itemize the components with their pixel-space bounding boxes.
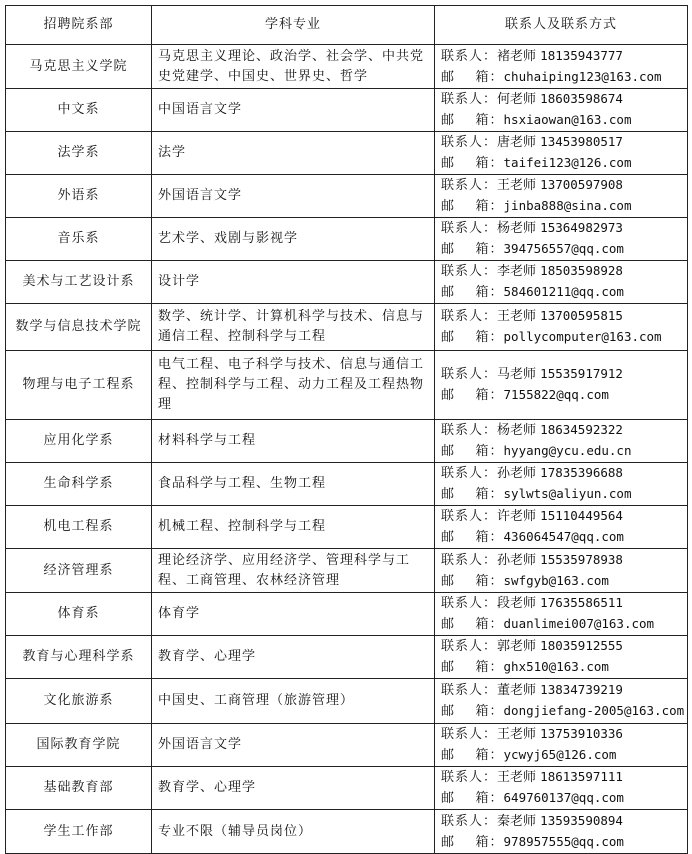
dept-cell: 文化旅游系 <box>6 679 152 724</box>
contact-person-label: 联系人： <box>441 683 498 698</box>
phone-number: 13453980517 <box>540 134 623 149</box>
major-cell: 教育学、心理学 <box>152 767 435 810</box>
table-row <box>6 679 688 724</box>
email-label: 邮 箱： <box>441 444 504 459</box>
contact-cell <box>435 636 688 679</box>
contact-cell <box>435 420 688 463</box>
contact-person-label: 联系人： <box>441 423 498 438</box>
major-cell: 外国语言文学 <box>152 175 435 218</box>
email-label: 邮 箱： <box>441 573 504 589</box>
dept-cell: 中文系 <box>6 89 152 132</box>
major-cell: 法学 <box>152 132 435 175</box>
contact-cell <box>435 506 688 549</box>
teacher-name: 董老师 <box>497 683 537 698</box>
dept-cell: 基础教育部 <box>6 767 152 810</box>
email-label: 邮 箱： <box>441 388 504 403</box>
contact-person-label: 联系人： <box>441 264 498 279</box>
table-row <box>6 724 688 767</box>
phone-number: 18613597111 <box>540 769 623 784</box>
contact-cell <box>435 767 688 810</box>
email-label: 邮 箱： <box>441 69 504 85</box>
contact-cell <box>435 810 688 854</box>
dept-cell: 国际教育学院 <box>6 724 152 767</box>
email-address[interactable]: chuhaiping123@163.com <box>503 68 662 84</box>
contact-person-label: 联系人： <box>441 770 498 785</box>
contact-person-label: 联系人： <box>441 221 498 236</box>
teacher-name: 杨老师 <box>497 423 537 438</box>
teacher-name: 段老师 <box>497 596 537 611</box>
teacher-name: 王老师 <box>497 727 537 742</box>
contact-person-line <box>441 636 681 657</box>
email-address[interactable]: 394756557@qq.com <box>503 241 624 256</box>
table-row <box>6 810 688 854</box>
major-cell: 数学、统计学、计算机科学与技术、信息与通信工程、控制科学与工程 <box>152 304 435 351</box>
teacher-name: 孙老师 <box>497 552 537 568</box>
header-contact: 联系人及联系方式 <box>435 6 688 45</box>
table-row <box>6 261 688 304</box>
contact-person-line <box>441 420 681 441</box>
email-address[interactable]: ycwyj65@126.com <box>503 747 617 762</box>
email-address[interactable]: jinba888@sina.com <box>503 198 632 213</box>
phone-number: 15364982973 <box>540 220 623 235</box>
phone-number: 18503598928 <box>540 263 623 278</box>
dept-cell: 音乐系 <box>6 218 152 261</box>
contact-email-line <box>441 67 681 88</box>
contact-cell <box>435 593 688 636</box>
contact-person-label: 联系人： <box>441 596 498 611</box>
phone-number: 18634592322 <box>540 422 623 437</box>
major-cell: 教育学、心理学 <box>152 636 435 679</box>
contact-email-line <box>441 196 681 217</box>
teacher-name: 秦老师 <box>497 813 537 829</box>
email-address[interactable]: 584601211@qq.com <box>503 284 624 299</box>
contact-cell <box>435 218 688 261</box>
teacher-name: 唐老师 <box>497 135 537 150</box>
email-address[interactable]: swfgyb@163.com <box>503 572 609 588</box>
phone-number: 13834739219 <box>540 682 623 697</box>
major-cell: 体育学 <box>152 593 435 636</box>
phone-number: 18135943777 <box>540 47 623 63</box>
contact-email-line <box>441 327 681 348</box>
phone-number: 17835396688 <box>540 465 623 480</box>
contact-person-line <box>441 364 681 385</box>
table-row <box>6 304 688 351</box>
header-row <box>6 6 688 45</box>
email-address[interactable]: taifei123@126.com <box>503 155 632 170</box>
contact-email-line <box>441 153 681 174</box>
header-dept: 招聘院系部 <box>6 6 152 45</box>
contact-person-line <box>441 767 681 788</box>
table-row <box>6 506 688 549</box>
teacher-name: 何老师 <box>497 92 537 107</box>
email-address[interactable]: duanlimei007@163.com <box>503 616 655 631</box>
phone-number: 18035912555 <box>540 638 623 653</box>
contact-email-line <box>441 788 681 809</box>
contact-person-line <box>441 261 681 282</box>
email-address[interactable]: hsxiaowan@163.com <box>503 112 632 127</box>
dept-cell: 数学与信息技术学院 <box>6 304 152 351</box>
contact-person-line <box>441 132 681 153</box>
teacher-name: 褚老师 <box>497 48 537 64</box>
contact-person-line <box>441 89 681 110</box>
email-address[interactable]: 649760137@qq.com <box>503 790 624 805</box>
table-row <box>6 89 688 132</box>
email-address[interactable]: pollycomputer@163.com <box>503 329 662 344</box>
teacher-name: 杨老师 <box>497 221 537 236</box>
table-row <box>6 549 688 593</box>
email-address[interactable]: hyyang@ycu.edu.cn <box>503 443 632 458</box>
contact-email-line <box>441 832 681 853</box>
contact-email-line <box>441 614 681 635</box>
contact-email-line <box>441 701 685 722</box>
email-label: 邮 箱： <box>441 704 504 719</box>
email-label: 邮 箱： <box>441 242 504 257</box>
email-label: 邮 箱： <box>441 530 504 545</box>
recruitment-table <box>5 5 688 854</box>
email-address[interactable]: 978957555@qq.com <box>503 833 624 849</box>
dept-cell: 教育与心理科学系 <box>6 636 152 679</box>
teacher-name: 李老师 <box>497 264 537 279</box>
major-cell: 机械工程、控制科学与工程 <box>152 506 435 549</box>
contact-person-line <box>441 724 681 745</box>
email-label: 邮 箱： <box>441 791 504 806</box>
contact-email-line <box>441 441 681 462</box>
contact-cell <box>435 175 688 218</box>
contact-cell <box>435 89 688 132</box>
email-label: 邮 箱： <box>441 834 504 850</box>
table-row <box>6 132 688 175</box>
contact-person-label: 联系人： <box>441 727 498 742</box>
contact-person-label: 联系人： <box>441 639 498 654</box>
phone-number: 15110449564 <box>540 508 623 523</box>
email-label: 邮 箱： <box>441 487 504 502</box>
dept-cell: 美术与工艺设计系 <box>6 261 152 304</box>
table-row <box>6 593 688 636</box>
contact-person-label: 联系人： <box>441 509 498 524</box>
dept-cell: 法学系 <box>6 132 152 175</box>
contact-email-line <box>441 527 681 548</box>
major-cell: 中国语言文学 <box>152 89 435 132</box>
phone-number: 13700597908 <box>540 177 623 192</box>
email-label: 邮 箱： <box>441 285 504 300</box>
dept-cell: 马克思主义学院 <box>6 45 152 89</box>
contact-person-label: 联系人： <box>441 135 498 150</box>
contact-cell <box>435 261 688 304</box>
contact-email-line <box>441 239 681 260</box>
major-cell: 设计学 <box>152 261 435 304</box>
teacher-name: 孙老师 <box>497 466 537 481</box>
email-address[interactable]: ghx510@163.com <box>503 659 609 674</box>
contact-email-line <box>441 282 681 303</box>
contact-person-label: 联系人： <box>441 813 498 829</box>
contact-person-label: 联系人： <box>441 552 498 568</box>
major-cell: 外国语言文学 <box>152 724 435 767</box>
contact-person-label: 联系人： <box>441 178 498 193</box>
contact-cell <box>435 45 688 89</box>
contact-cell <box>435 463 688 506</box>
email-label: 邮 箱： <box>441 199 504 214</box>
contact-person-line <box>441 463 681 484</box>
contact-person-label: 联系人： <box>441 309 498 324</box>
contact-cell <box>435 679 688 724</box>
table-row <box>6 351 688 420</box>
teacher-name: 王老师 <box>497 309 537 324</box>
phone-number: 13700595815 <box>540 308 623 323</box>
email-label: 邮 箱： <box>441 617 504 632</box>
major-cell: 食品科学与工程、生物工程 <box>152 463 435 506</box>
teacher-name: 许老师 <box>497 509 537 524</box>
major-cell: 艺术学、戏剧与影视学 <box>152 218 435 261</box>
dept-cell: 经济管理系 <box>6 549 152 593</box>
email-label: 邮 箱： <box>441 113 504 128</box>
dept-cell: 物理与电子工程系 <box>6 351 152 420</box>
contact-person-line <box>441 811 681 832</box>
teacher-name: 郭老师 <box>497 639 537 654</box>
table-row <box>6 45 688 89</box>
contact-email-line <box>441 657 681 678</box>
contact-person-line <box>441 218 681 239</box>
phone-number: 17635586511 <box>540 595 623 610</box>
contact-cell <box>435 304 688 351</box>
email-label: 邮 箱： <box>441 330 504 345</box>
major-cell: 理论经济学、应用经济学、管理科学与工程、工商管理、农林经济管理 <box>152 549 435 593</box>
dept-cell: 应用化学系 <box>6 420 152 463</box>
contact-person-line <box>441 593 681 614</box>
contact-person-label: 联系人： <box>441 466 498 481</box>
contact-cell <box>435 549 688 593</box>
dept-cell: 机电工程系 <box>6 506 152 549</box>
email-label: 邮 箱： <box>441 156 504 171</box>
contact-email-line <box>441 484 681 505</box>
major-cell: 中国史、工商管理（旅游管理） <box>152 679 435 724</box>
phone-number: 18603598674 <box>540 91 623 106</box>
major-cell: 材料科学与工程 <box>152 420 435 463</box>
contact-person-label: 联系人： <box>441 48 498 64</box>
email-label: 邮 箱： <box>441 748 504 763</box>
phone-number: 15535978938 <box>540 551 623 567</box>
phone-number: 15535917912 <box>540 366 623 381</box>
dept-cell: 体育系 <box>6 593 152 636</box>
dept-cell: 生命科学系 <box>6 463 152 506</box>
table-row <box>6 767 688 810</box>
dept-cell: 学生工作部 <box>6 810 152 854</box>
table-row <box>6 218 688 261</box>
contact-person-label: 联系人： <box>441 367 498 382</box>
contact-cell <box>435 724 688 767</box>
contact-cell <box>435 351 688 420</box>
email-address[interactable]: dongjiefang-2005@163.com <box>503 703 685 718</box>
contact-email-line <box>441 110 681 131</box>
dept-cell: 外语系 <box>6 175 152 218</box>
teacher-name: 王老师 <box>497 770 537 785</box>
contact-person-line <box>441 550 681 571</box>
table-row <box>6 636 688 679</box>
major-cell: 专业不限（辅导员岗位） <box>152 810 435 854</box>
phone-number: 13753910336 <box>540 726 623 741</box>
teacher-name: 王老师 <box>497 178 537 193</box>
contact-email-line <box>441 385 681 406</box>
contact-person-line <box>441 175 681 196</box>
contact-person-line <box>441 680 681 701</box>
table-row <box>6 175 688 218</box>
header-major: 学科专业 <box>152 6 435 45</box>
email-address[interactable]: 7155822@qq.com <box>503 387 609 402</box>
table-row <box>6 463 688 506</box>
contact-person-line <box>441 506 681 527</box>
contact-person-label: 联系人： <box>441 92 498 107</box>
email-address[interactable]: 436064547@qq.com <box>503 529 624 544</box>
table-body <box>6 45 688 854</box>
phone-number: 13593590894 <box>540 812 623 828</box>
contact-email-line <box>441 571 681 592</box>
email-label: 邮 箱： <box>441 660 504 675</box>
table-row <box>6 420 688 463</box>
major-cell: 电气工程、电子科学与技术、信息与通信工程、控制科学与工程、动力工程及工程热物理 <box>152 351 435 420</box>
contact-person-line <box>441 46 681 67</box>
teacher-name: 马老师 <box>497 367 537 382</box>
major-cell: 马克思主义理论、政治学、社会学、中共党史党建学、中国史、世界史、哲学 <box>152 45 435 89</box>
contact-cell <box>435 132 688 175</box>
contact-email-line <box>441 745 681 766</box>
contact-person-line <box>441 306 681 327</box>
email-address[interactable]: sylwts@aliyun.com <box>503 486 632 501</box>
